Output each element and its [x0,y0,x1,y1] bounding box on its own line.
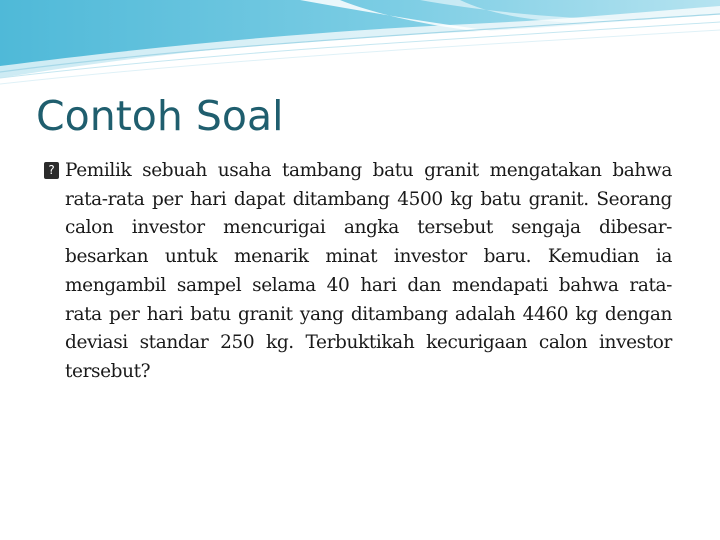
slide-title: Contoh Soal [36,92,284,140]
bullet-item [44,157,672,387]
wave-header-decoration [0,0,720,90]
question-paragraph: Pemilik sebuah usaha tambang batu granit mengatakan bahwa rata-rata per hari dapat ditambang 4500 kg batu granit. Seorang calon investor mencurigai angka tersebut sengaja dibesar-besarkan untuk menarik minat investor baru. Kemudian ia mengambil sampel selama 40 hari dan mendapati bahwa rata-rata per hari batu granit yang ditambang adalah 4460 kg dengan deviasi standar 250 kg. Terbuktikah kecurigaan calon investor tersebut? [65,160,672,382]
body-text-block [44,157,672,387]
replacement-character-icon: ? [44,162,59,179]
